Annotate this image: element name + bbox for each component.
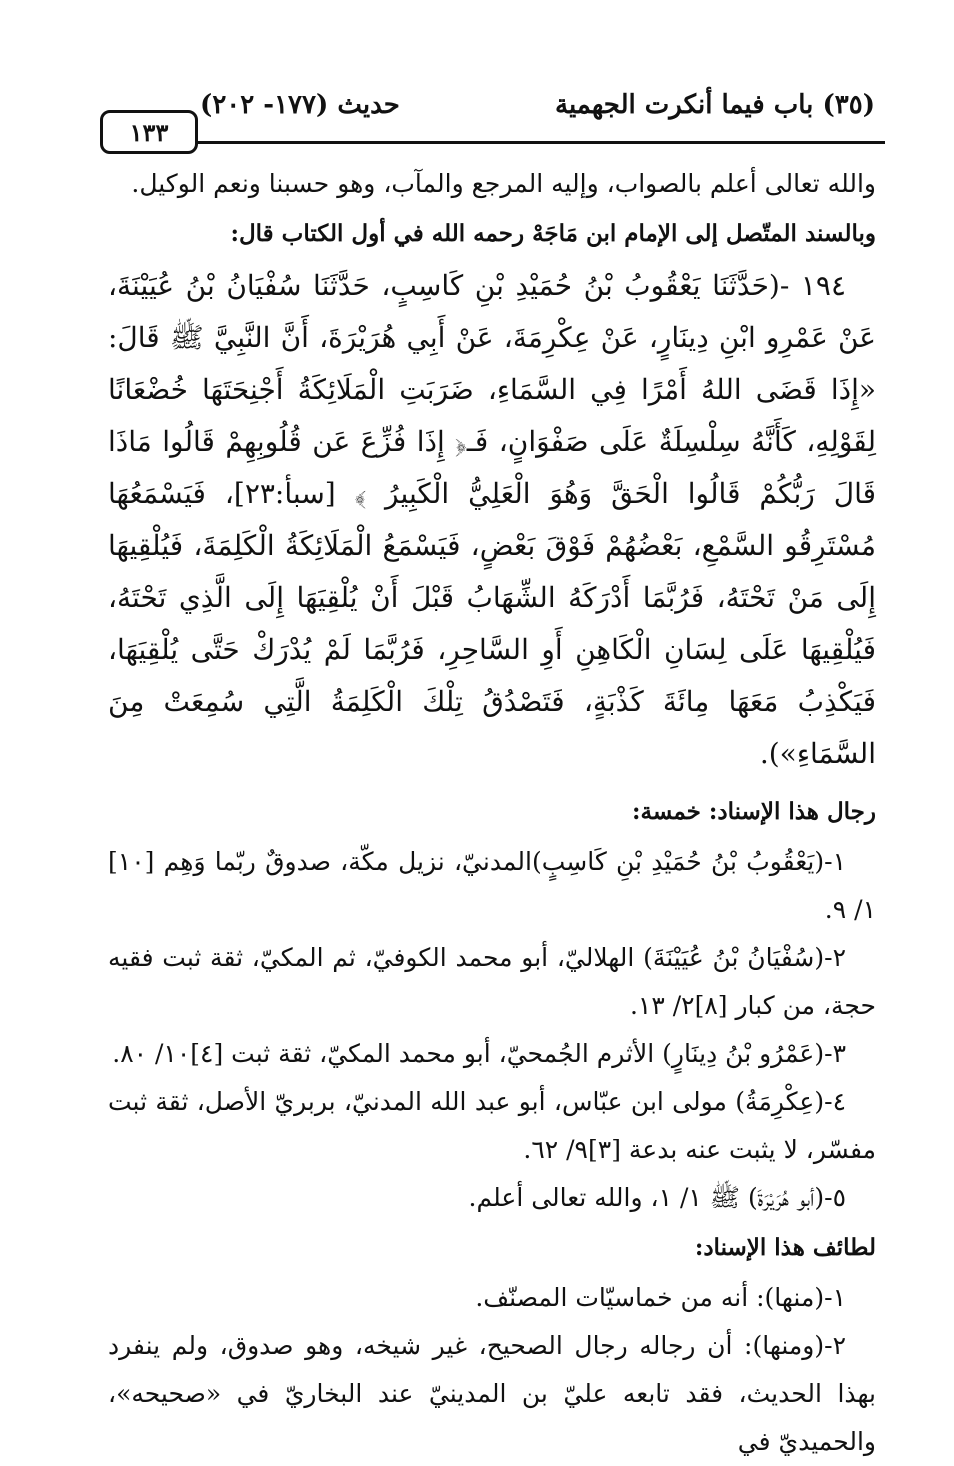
- isnad-intro: وبالسند المتّصل إلى الإمام ابن مَاجَهْ رحمه الله في أول الكتاب قال:: [230, 220, 876, 247]
- subtlety-item: ١-(منها): أنه من خماسيّات المصنّف.: [475, 1283, 846, 1312]
- header-rule: [100, 141, 885, 144]
- running-header: [100, 84, 885, 140]
- subtleties-heading: لطائف هذا الإسناد:: [694, 1234, 876, 1261]
- hadith-range: حديث (١٧٧- ٢٠٢): [200, 90, 400, 120]
- chapter-title: (٣٥) باب فيما أنكرت الجهمية: [555, 90, 875, 120]
- main-text: [108, 160, 876, 1466]
- narrator-item: ٤-(عِكْرِمَةُ) مولى ابن عبّاس، أبو عبد الله المدنيّ، بربريّ الأصل، ثقة ثبت مفسّر، لا يثبت عنه بدعة [٣]٩/ ٦٢.: [108, 1087, 876, 1164]
- narrator-item: ٣-(عَمْرُو بْنُ دِينَارٍ) الأثرم الجُمحيّ، أبو محمد المكيّ، ثقة ثبت [٤]١٠/ ٨٠.: [112, 1039, 846, 1068]
- narrators-heading: رجال هذا الإسناد: خمسة:: [632, 798, 876, 825]
- page-number: ١٣٣: [100, 110, 198, 154]
- hadith-text: ١٩٤ -(حَدَّثَنَا يَعْقُوبُ بْنُ حُمَيْدِ بْنِ كَاسِبٍ، حَدَّثَنَا سُفْيَانُ بْنُ عُيَيْنَةَ، عَنْ عَمْرِو ابْنِ دِينَارٍ، عَنْ عِكْرِمَةَ، عَنْ أَبِي هُرَيْرَةَ، أَنَّ النَّبِيَّ ﷺ قَالَ: «إِذَا قَضَى اللهُ أَمْرًا فِي السَّمَاءِ، ضَرَبَتِ الْمَلَائِكَةُ أَجْنِحَتَهَا خُضْعَانًا لِقَوْلِهِ، كَأَنَّهُ سِلْسِلَةٌ عَلَى صَفْوَانٍ، فَـ﴿ إِذَا فُزِّعَ عَن قُلُوبِهِمْ قَالُوا مَاذَا قَالَ رَبُّكُمْ قَالُوا الْحَقَّ وَهُوَ الْعَلِيُّ الْكَبِيرُ ﴾ [سبأ:٢٣]، فَيَسْمَعُهَا مُسْتَرِقُو السَّمْعِ، بَعْضُهُمْ فَوْقَ بَعْضٍ، فَيَسْمَعُ الْمَلَائِكَةُ الْكَلِمَةَ، فَيُلْقِيهَا إِلَى مَنْ تَحْتَهُ، فَرُبَّمَا أَدْرَكَهُ الشِّهَابُ قَبْلَ أَنْ يُلْقِيَهَا إِلَى الَّذِي تَحْتَهُ، فَيُلْقِيهَا عَلَى لِسَانِ الْكَاهِنِ أَوِ السَّاحِرِ، فَرُبَّمَا لَمْ يُدْرَكْ حَتَّى يُلْقِيَهَا، فَيَكْذِبُ مَعَهَا مِائَةَ كَذْبَةٍ، فَتَصْدُقُ تِلْكَ الْكَلِمَةُ الَّتِي سُمِعَتْ مِنَ السَّمَاءِ»).: [108, 269, 876, 770]
- narrator-item: ٥-(أبو هُرَيْرَةَ) ﷺ ١/ ١، والله تعالى أعلم.: [468, 1183, 846, 1212]
- narrator-item: ٢-(سُفْيَانُ بْنُ عُيَيْنَةَ) الهلاليّ، أبو محمد الكوفيّ، ثم المكيّ، ثقة ثبت فقيه حجة، من كبار [٨]٢/ ١٣.: [108, 943, 876, 1020]
- subtlety-item: ٢-(ومنها): أن رجاله رجال الصحيح، غير شيخه، وهو صدوق، ولم ينفرد بهذا الحديث، فقد تابعه عليّ بن المدينيّ عند البخاريّ في «صحيحه»، والحميديّ في: [108, 1331, 876, 1456]
- narrator-item: ١-(يَعْقُوبُ بْنُ حُمَيْدِ بْنِ كَاسِبٍ)المدنيّ، نزيل مكّة، صدوقٌ ربّما وَهِم [١٠] ١/ ٩.: [108, 847, 876, 924]
- closing-line: والله تعالى أعلم بالصواب، وإليه المرجع والمآب، وهو حسبنا ونعم الوكيل.: [131, 169, 876, 198]
